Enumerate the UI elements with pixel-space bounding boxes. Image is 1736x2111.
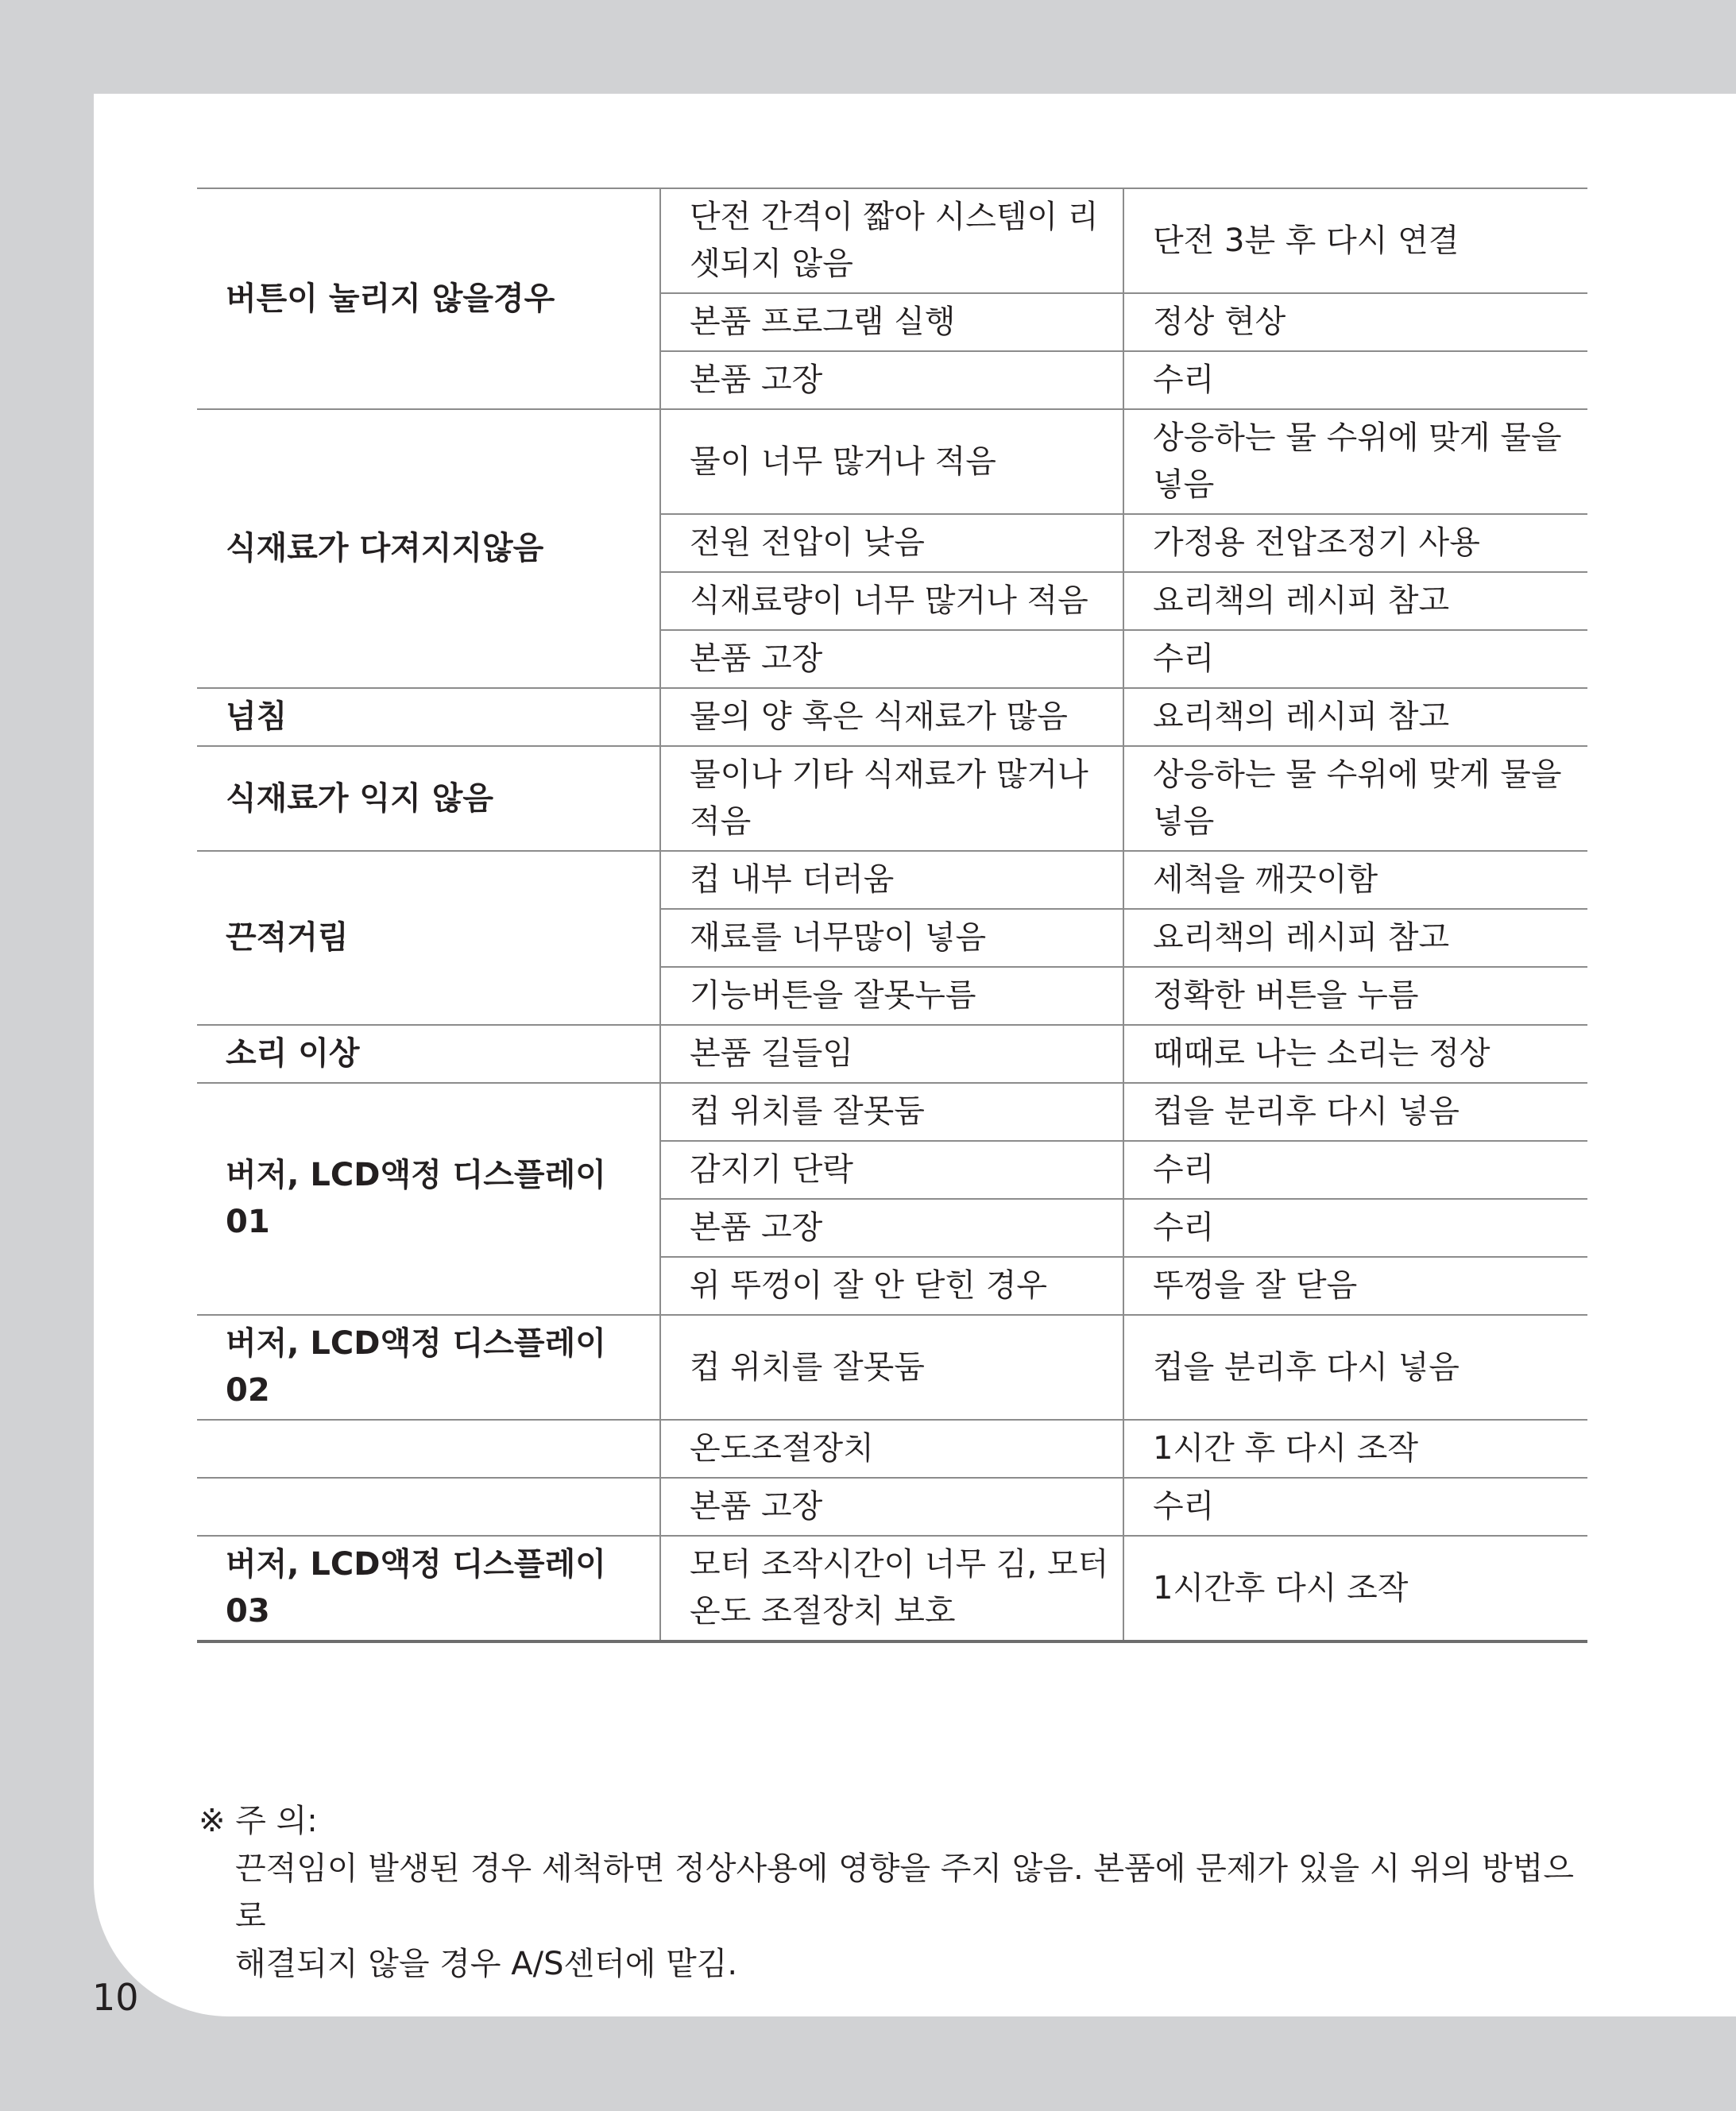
cause-cell: 감지기 단락 <box>660 1141 1123 1199</box>
table-row <box>197 1315 1587 1420</box>
page-number: 10 <box>92 1976 139 2019</box>
remedy-cell: 수리 <box>1123 1478 1587 1536</box>
remedy-cell: 1시간 후 다시 조작 <box>1123 1420 1587 1478</box>
table-row <box>197 1025 1587 1083</box>
cause-cell: 본품 고장 <box>660 1478 1123 1536</box>
caution-line-1: 끈적임이 발생된 경우 세척하면 정상사용에 영향을 주지 않음. 본품에 문제가 있을 시 위의 방법으로 <box>235 1850 1574 1935</box>
cause-cell: 본품 고장 <box>660 351 1123 409</box>
remedy-cell: 단전 3분 후 다시 연결 <box>1123 188 1587 293</box>
symptom-cell <box>197 1478 660 1536</box>
cause-cell: 컵 위치를 잘못둠 <box>660 1315 1123 1420</box>
remedy-cell: 정확한 버튼을 누름 <box>1123 967 1587 1025</box>
remedy-cell: 요리책의 레시피 참고 <box>1123 572 1587 630</box>
cause-cell: 물이 너무 많거나 적음 <box>660 409 1123 514</box>
cause-cell: 위 뚜껑이 잘 안 닫힌 경우 <box>660 1257 1123 1315</box>
table-row <box>197 851 1587 909</box>
remedy-cell: 1시간후 다시 조작 <box>1123 1536 1587 1641</box>
remedy-cell: 요리책의 레시피 참고 <box>1123 688 1587 746</box>
cause-cell: 모터 조작시간이 너무 김, 모터 온도 조절장치 보호 <box>660 1536 1123 1641</box>
remedy-cell: 컵을 분리후 다시 넣음 <box>1123 1083 1587 1141</box>
table-row <box>197 409 1587 514</box>
cause-cell: 물이나 기타 식재료가 많거나 적음 <box>660 746 1123 851</box>
cause-cell: 식재료량이 너무 많거나 적음 <box>660 572 1123 630</box>
remedy-cell: 수리 <box>1123 1141 1587 1199</box>
table-row <box>197 1478 1587 1536</box>
table-row <box>197 1536 1587 1641</box>
remedy-cell: 상응하는 물 수위에 맞게 물을 넣음 <box>1123 746 1587 851</box>
cause-cell: 재료를 너무많이 넣음 <box>660 909 1123 967</box>
symptom-cell: 끈적거림 <box>197 851 660 1025</box>
remedy-cell: 수리 <box>1123 351 1587 409</box>
cause-cell: 컵 내부 더러움 <box>660 851 1123 909</box>
symptom-cell: 소리 이상 <box>197 1025 660 1083</box>
caution-line-2: 해결되지 않을 경우 A/S센터에 맡김. <box>235 1946 738 1982</box>
remedy-cell: 요리책의 레시피 참고 <box>1123 909 1587 967</box>
cause-cell: 본품 길들임 <box>660 1025 1123 1083</box>
remedy-cell: 정상 현상 <box>1123 293 1587 351</box>
cause-cell: 본품 고장 <box>660 630 1123 688</box>
remedy-cell: 컵을 분리후 다시 넣음 <box>1123 1315 1587 1420</box>
cause-cell: 온도조절장치 <box>660 1420 1123 1478</box>
remedy-cell: 상응하는 물 수위에 맞게 물을 넣음 <box>1123 409 1587 514</box>
troubleshooting-table <box>197 188 1587 1643</box>
cause-cell: 본품 프로그램 실행 <box>660 293 1123 351</box>
table-row <box>197 688 1587 746</box>
cause-cell: 단전 간격이 짧아 시스템이 리셋되지 않음 <box>660 188 1123 293</box>
caution-heading: ※ 주 의: <box>199 1803 318 1839</box>
remedy-cell: 수리 <box>1123 630 1587 688</box>
symptom-cell: 버튼이 눌리지 않을경우 <box>197 188 660 409</box>
cause-cell: 기능버튼을 잘못누름 <box>660 967 1123 1025</box>
symptom-cell <box>197 1420 660 1478</box>
remedy-cell: 뚜껑을 잘 닫음 <box>1123 1257 1587 1315</box>
cause-cell: 컵 위치를 잘못둠 <box>660 1083 1123 1141</box>
caution-note <box>197 1797 1595 1988</box>
symptom-cell: 버저, LCD액정 디스플레이 02 <box>197 1315 660 1420</box>
symptom-cell: 식재료가 다져지지않음 <box>197 409 660 688</box>
cause-cell: 본품 고장 <box>660 1199 1123 1257</box>
remedy-cell: 수리 <box>1123 1199 1587 1257</box>
remedy-cell: 가정용 전압조정기 사용 <box>1123 514 1587 572</box>
table-row <box>197 188 1587 293</box>
cause-cell: 전원 전압이 낮음 <box>660 514 1123 572</box>
symptom-cell: 식재료가 익지 않음 <box>197 746 660 851</box>
symptom-cell: 넘침 <box>197 688 660 746</box>
remedy-cell: 때때로 나는 소리는 정상 <box>1123 1025 1587 1083</box>
table-row <box>197 1420 1587 1478</box>
table-row <box>197 746 1587 851</box>
cause-cell: 물의 양 혹은 식재료가 많음 <box>660 688 1123 746</box>
symptom-cell: 버저, LCD액정 디스플레이 01 <box>197 1083 660 1315</box>
table-row <box>197 1083 1587 1141</box>
symptom-cell: 버저, LCD액정 디스플레이 03 <box>197 1536 660 1641</box>
remedy-cell: 세척을 깨끗이함 <box>1123 851 1587 909</box>
